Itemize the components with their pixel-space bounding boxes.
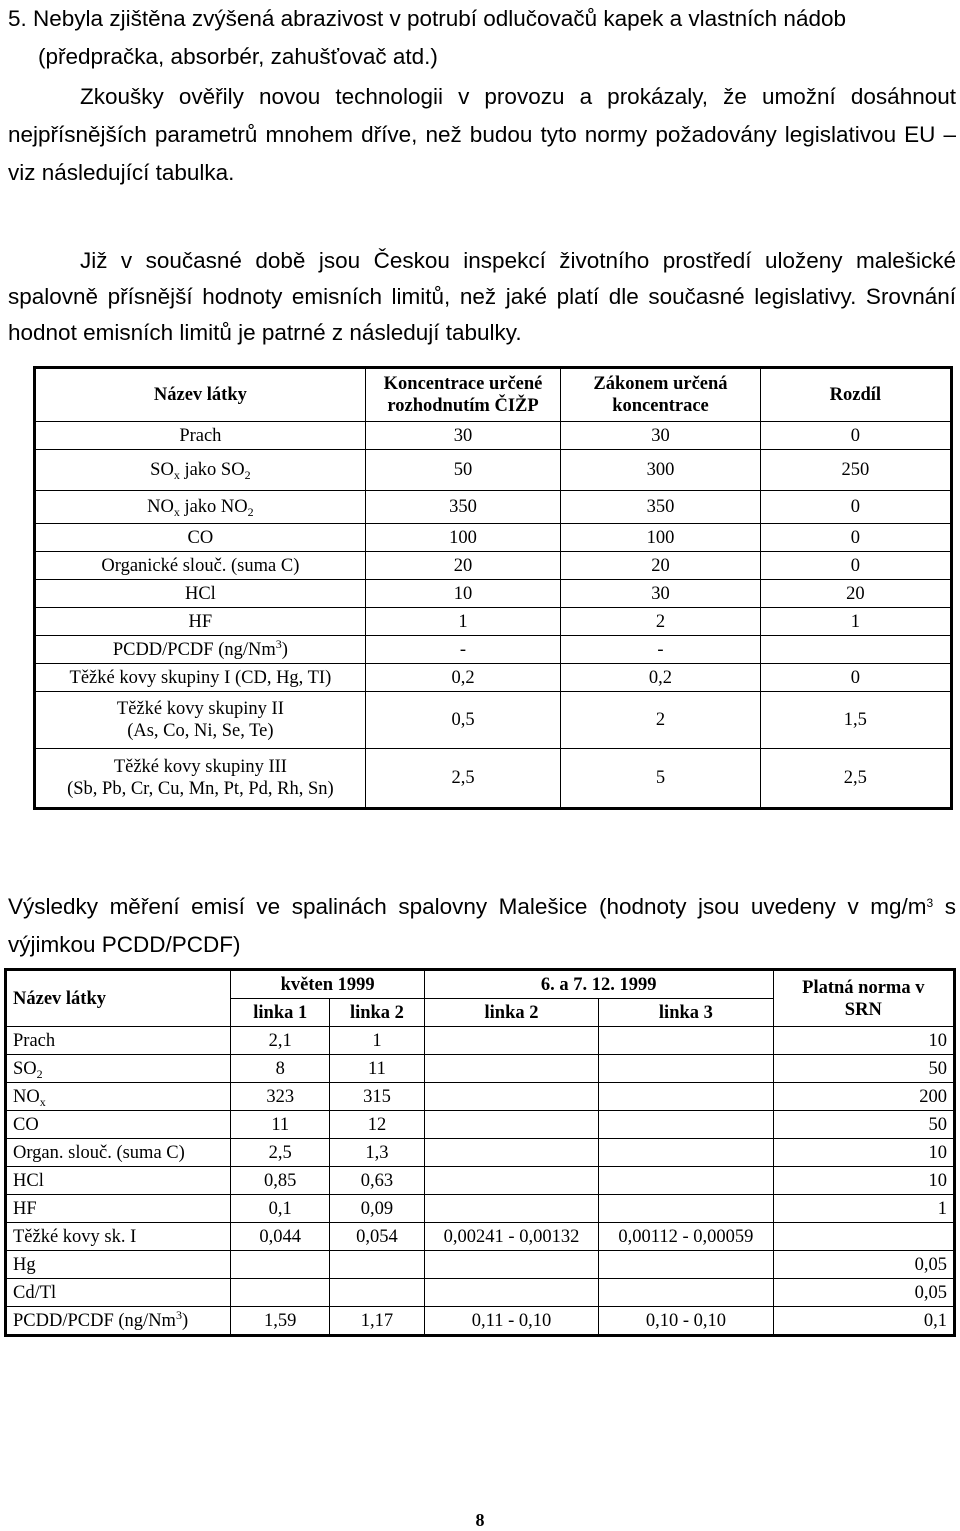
cell-l3 (599, 1083, 773, 1111)
cell-cizp: 100 (365, 524, 561, 552)
cell-l3 (599, 1139, 773, 1167)
cell-l3 (599, 1167, 773, 1195)
table-row (35, 422, 952, 450)
cell-l3 (599, 1279, 773, 1307)
cell-l2: 0,054 (330, 1223, 425, 1251)
cell-l2b (424, 1083, 598, 1111)
cell-l3 (599, 1111, 773, 1139)
table-header-row (35, 368, 952, 422)
cell-l2b (424, 1139, 598, 1167)
cell-l2 (330, 1279, 425, 1307)
cell-l1: 0,85 (231, 1167, 330, 1195)
cell-name: PCDD/PCDF (ng/Nm$^3$) (35, 636, 366, 664)
header-line-1: linka 1 (231, 999, 330, 1027)
cell-name: HF (35, 608, 366, 636)
table-row (35, 664, 952, 692)
table-row (6, 1083, 955, 1111)
cell-norm: 50 (773, 1055, 954, 1083)
cell-name: HCl (6, 1167, 231, 1195)
table-header-row (6, 970, 955, 999)
cell-l2b (424, 1279, 598, 1307)
header-dec-1999: 6. a 7. 12. 1999 (424, 970, 773, 999)
cell-diff: 0 (760, 664, 951, 692)
header-line-2-dec: linka 2 (424, 999, 598, 1027)
cell-norm: 0,05 (773, 1279, 954, 1307)
list-item-text-line2: (předpračka, absorbér, zahušťovač atd.) (38, 44, 438, 69)
cell-cizp: 50 (365, 450, 561, 491)
paragraph-tests-text: Zkoušky ověřily novou technologii v provozu a prokázaly, že umožní dosáhnout nejpřísnějších parametrů mnohem dříve, než budou tyto normy požadovány legislativou EU – viz následující tabulka. (8, 84, 956, 185)
cell-name: CO (6, 1111, 231, 1139)
cell-l1: 2,1 (231, 1027, 330, 1055)
cell-norm: 10 (773, 1167, 954, 1195)
cell-cizp: 0,2 (365, 664, 561, 692)
cell-l3 (599, 1251, 773, 1279)
paragraph-limits (8, 243, 956, 351)
list-item-text-line1: Nebyla zjištěna zvýšená abrazivost v potrubí odlučovačů kapek a vlastních nádob (33, 6, 846, 31)
cell-law: 300 (561, 450, 760, 491)
cell-l3: 0,00112 - 0,00059 (599, 1223, 773, 1251)
cell-l1: 11 (231, 1111, 330, 1139)
cell-name: Těžké kovy sk. I (6, 1223, 231, 1251)
cell-name: Organické slouč. (suma C) (35, 552, 366, 580)
results-heading: Výsledky měření emisí ve spalinách spalovny Malešice (hodnoty jsou uvedeny v $mg/m^3$ s výjimkou PCDD/PCDF) (8, 894, 956, 957)
cell-norm: 50 (773, 1111, 954, 1139)
table-row (6, 1167, 955, 1195)
cell-cizp: - (365, 636, 561, 664)
cell-name: CO (35, 524, 366, 552)
cell-l1: 0,1 (231, 1195, 330, 1223)
table-row (6, 1223, 955, 1251)
table-row (35, 552, 952, 580)
cell-l3 (599, 1055, 773, 1083)
cell-l2 (330, 1251, 425, 1279)
cell-diff: 1 (760, 608, 951, 636)
cell-norm: 200 (773, 1083, 954, 1111)
cell-l3 (599, 1195, 773, 1223)
cell-l2: 12 (330, 1111, 425, 1139)
table-row (6, 1111, 955, 1139)
cell-name: Organ. slouč. (suma C) (6, 1139, 231, 1167)
cell-name: Prach (6, 1027, 231, 1055)
cell-diff: 250 (760, 450, 951, 491)
cell-l2b (424, 1251, 598, 1279)
cell-name: $NO_x$ jako $NO_2$ (35, 491, 366, 524)
page-number: 8 (475, 1510, 485, 1530)
cell-norm: 10 (773, 1139, 954, 1167)
cell-norm: 10 (773, 1027, 954, 1055)
table-row (6, 1279, 955, 1307)
cell-name: Těžké kovy skupiny III (Sb, Pb, Cr, Cu, Mn, Pt, Pd, Rh, Sn) (35, 749, 366, 809)
cell-l1: 8 (231, 1055, 330, 1083)
cell-cizp: 0,5 (365, 692, 561, 749)
cell-diff: 0 (760, 552, 951, 580)
cell-name: PCDD/PCDF (ng/Nm$^3$) (6, 1307, 231, 1336)
emission-results-table (4, 968, 956, 1337)
cell-name: $SO_x$ jako $SO_2$ (35, 450, 366, 491)
table-row (35, 491, 952, 524)
cell-name: Těžké kovy skupiny I (CD, Hg, TI) (35, 664, 366, 692)
cell-cizp: 2,5 (365, 749, 561, 809)
cell-name: $NO_x$ (6, 1083, 231, 1111)
table-row (6, 1251, 955, 1279)
cell-law: 20 (561, 552, 760, 580)
cell-name: Těžké kovy skupiny II (As, Co, Ni, Se, Te) (35, 692, 366, 749)
cell-l1: 2,5 (231, 1139, 330, 1167)
cell-name: HF (6, 1195, 231, 1223)
cell-l2: 1,3 (330, 1139, 425, 1167)
cell-law: 0,2 (561, 664, 760, 692)
cell-law: 100 (561, 524, 760, 552)
table-row (35, 524, 952, 552)
cell-l2: 0,09 (330, 1195, 425, 1223)
table-row (6, 1027, 955, 1055)
table-row (6, 1307, 955, 1336)
header-line-3: linka 3 (599, 999, 773, 1027)
cell-l2: 1 (330, 1027, 425, 1055)
cell-norm: 0,05 (773, 1251, 954, 1279)
cell-diff: 0 (760, 491, 951, 524)
cell-l2: 1,17 (330, 1307, 425, 1336)
paragraph-limits-text: Již v současné době jsou Českou inspekcí životního prostředí uloženy malešické spalovně přísnější hodnoty emisních limitů, než jaké platí dle současné legislativy. Srovnání hodnot emisních limitů je patrné z následují tabulky. (8, 248, 956, 345)
list-item-number: 5. (8, 6, 27, 31)
header-srn-norm: Platná norma v SRN (773, 970, 954, 1027)
cell-norm (773, 1223, 954, 1251)
cell-diff (760, 636, 951, 664)
header-substance-name: Název látky (6, 970, 231, 1027)
cell-diff: 20 (760, 580, 951, 608)
cell-l2b: 0,11 - 0,10 (424, 1307, 598, 1336)
cell-law: 30 (561, 580, 760, 608)
table-row (35, 636, 952, 664)
cell-cizp: 10 (365, 580, 561, 608)
header-legal-concentration: Zákonem určená koncentrace (561, 368, 760, 422)
cell-law: 2 (561, 692, 760, 749)
paragraph-tests (8, 78, 956, 192)
cell-cizp: 20 (365, 552, 561, 580)
cell-l2b: 0,00241 - 0,00132 (424, 1223, 598, 1251)
header-substance-name: Název látky (35, 368, 366, 422)
emission-limits-table (33, 366, 953, 810)
cell-l3: 0,10 - 0,10 (599, 1307, 773, 1336)
cell-cizp: 1 (365, 608, 561, 636)
cell-l2b (424, 1027, 598, 1055)
header-cizp-concentration: Koncentrace určené rozhodnutím ČIŽP (365, 368, 561, 422)
cell-cizp: 350 (365, 491, 561, 524)
cell-l1: 1,59 (231, 1307, 330, 1336)
cell-l1 (231, 1251, 330, 1279)
cell-l1: 0,044 (231, 1223, 330, 1251)
cell-diff: 1,5 (760, 692, 951, 749)
header-may-1999: květen 1999 (231, 970, 424, 999)
table-row (35, 608, 952, 636)
cell-law: 5 (561, 749, 760, 809)
cell-l3 (599, 1027, 773, 1055)
table-row (35, 450, 952, 491)
table-row (6, 1195, 955, 1223)
table-row (35, 580, 952, 608)
cell-law: - (561, 636, 760, 664)
cell-name: $SO_2$ (6, 1055, 231, 1083)
cell-name: Cd/Tl (6, 1279, 231, 1307)
cell-law: 30 (561, 422, 760, 450)
header-line-2: linka 2 (330, 999, 425, 1027)
cell-l1 (231, 1279, 330, 1307)
cell-diff: 0 (760, 524, 951, 552)
cell-name: HCl (35, 580, 366, 608)
cell-l2b (424, 1167, 598, 1195)
cell-l2: 0,63 (330, 1167, 425, 1195)
cell-l2b (424, 1055, 598, 1083)
cell-l2: 11 (330, 1055, 425, 1083)
cell-cizp: 30 (365, 422, 561, 450)
cell-norm: 1 (773, 1195, 954, 1223)
table-row (35, 692, 952, 749)
cell-l1: 323 (231, 1083, 330, 1111)
cell-diff: 2,5 (760, 749, 951, 809)
cell-name: Prach (35, 422, 366, 450)
list-item-5 (8, 0, 956, 76)
cell-l2b (424, 1111, 598, 1139)
table-row (35, 749, 952, 809)
cell-diff: 0 (760, 422, 951, 450)
table-row (6, 1139, 955, 1167)
cell-norm: 0,1 (773, 1307, 954, 1336)
cell-law: 2 (561, 608, 760, 636)
cell-law: 350 (561, 491, 760, 524)
table-row (6, 1055, 955, 1083)
cell-name: Hg (6, 1251, 231, 1279)
header-difference: Rozdíl (760, 368, 951, 422)
cell-l2b (424, 1195, 598, 1223)
cell-l2: 315 (330, 1083, 425, 1111)
